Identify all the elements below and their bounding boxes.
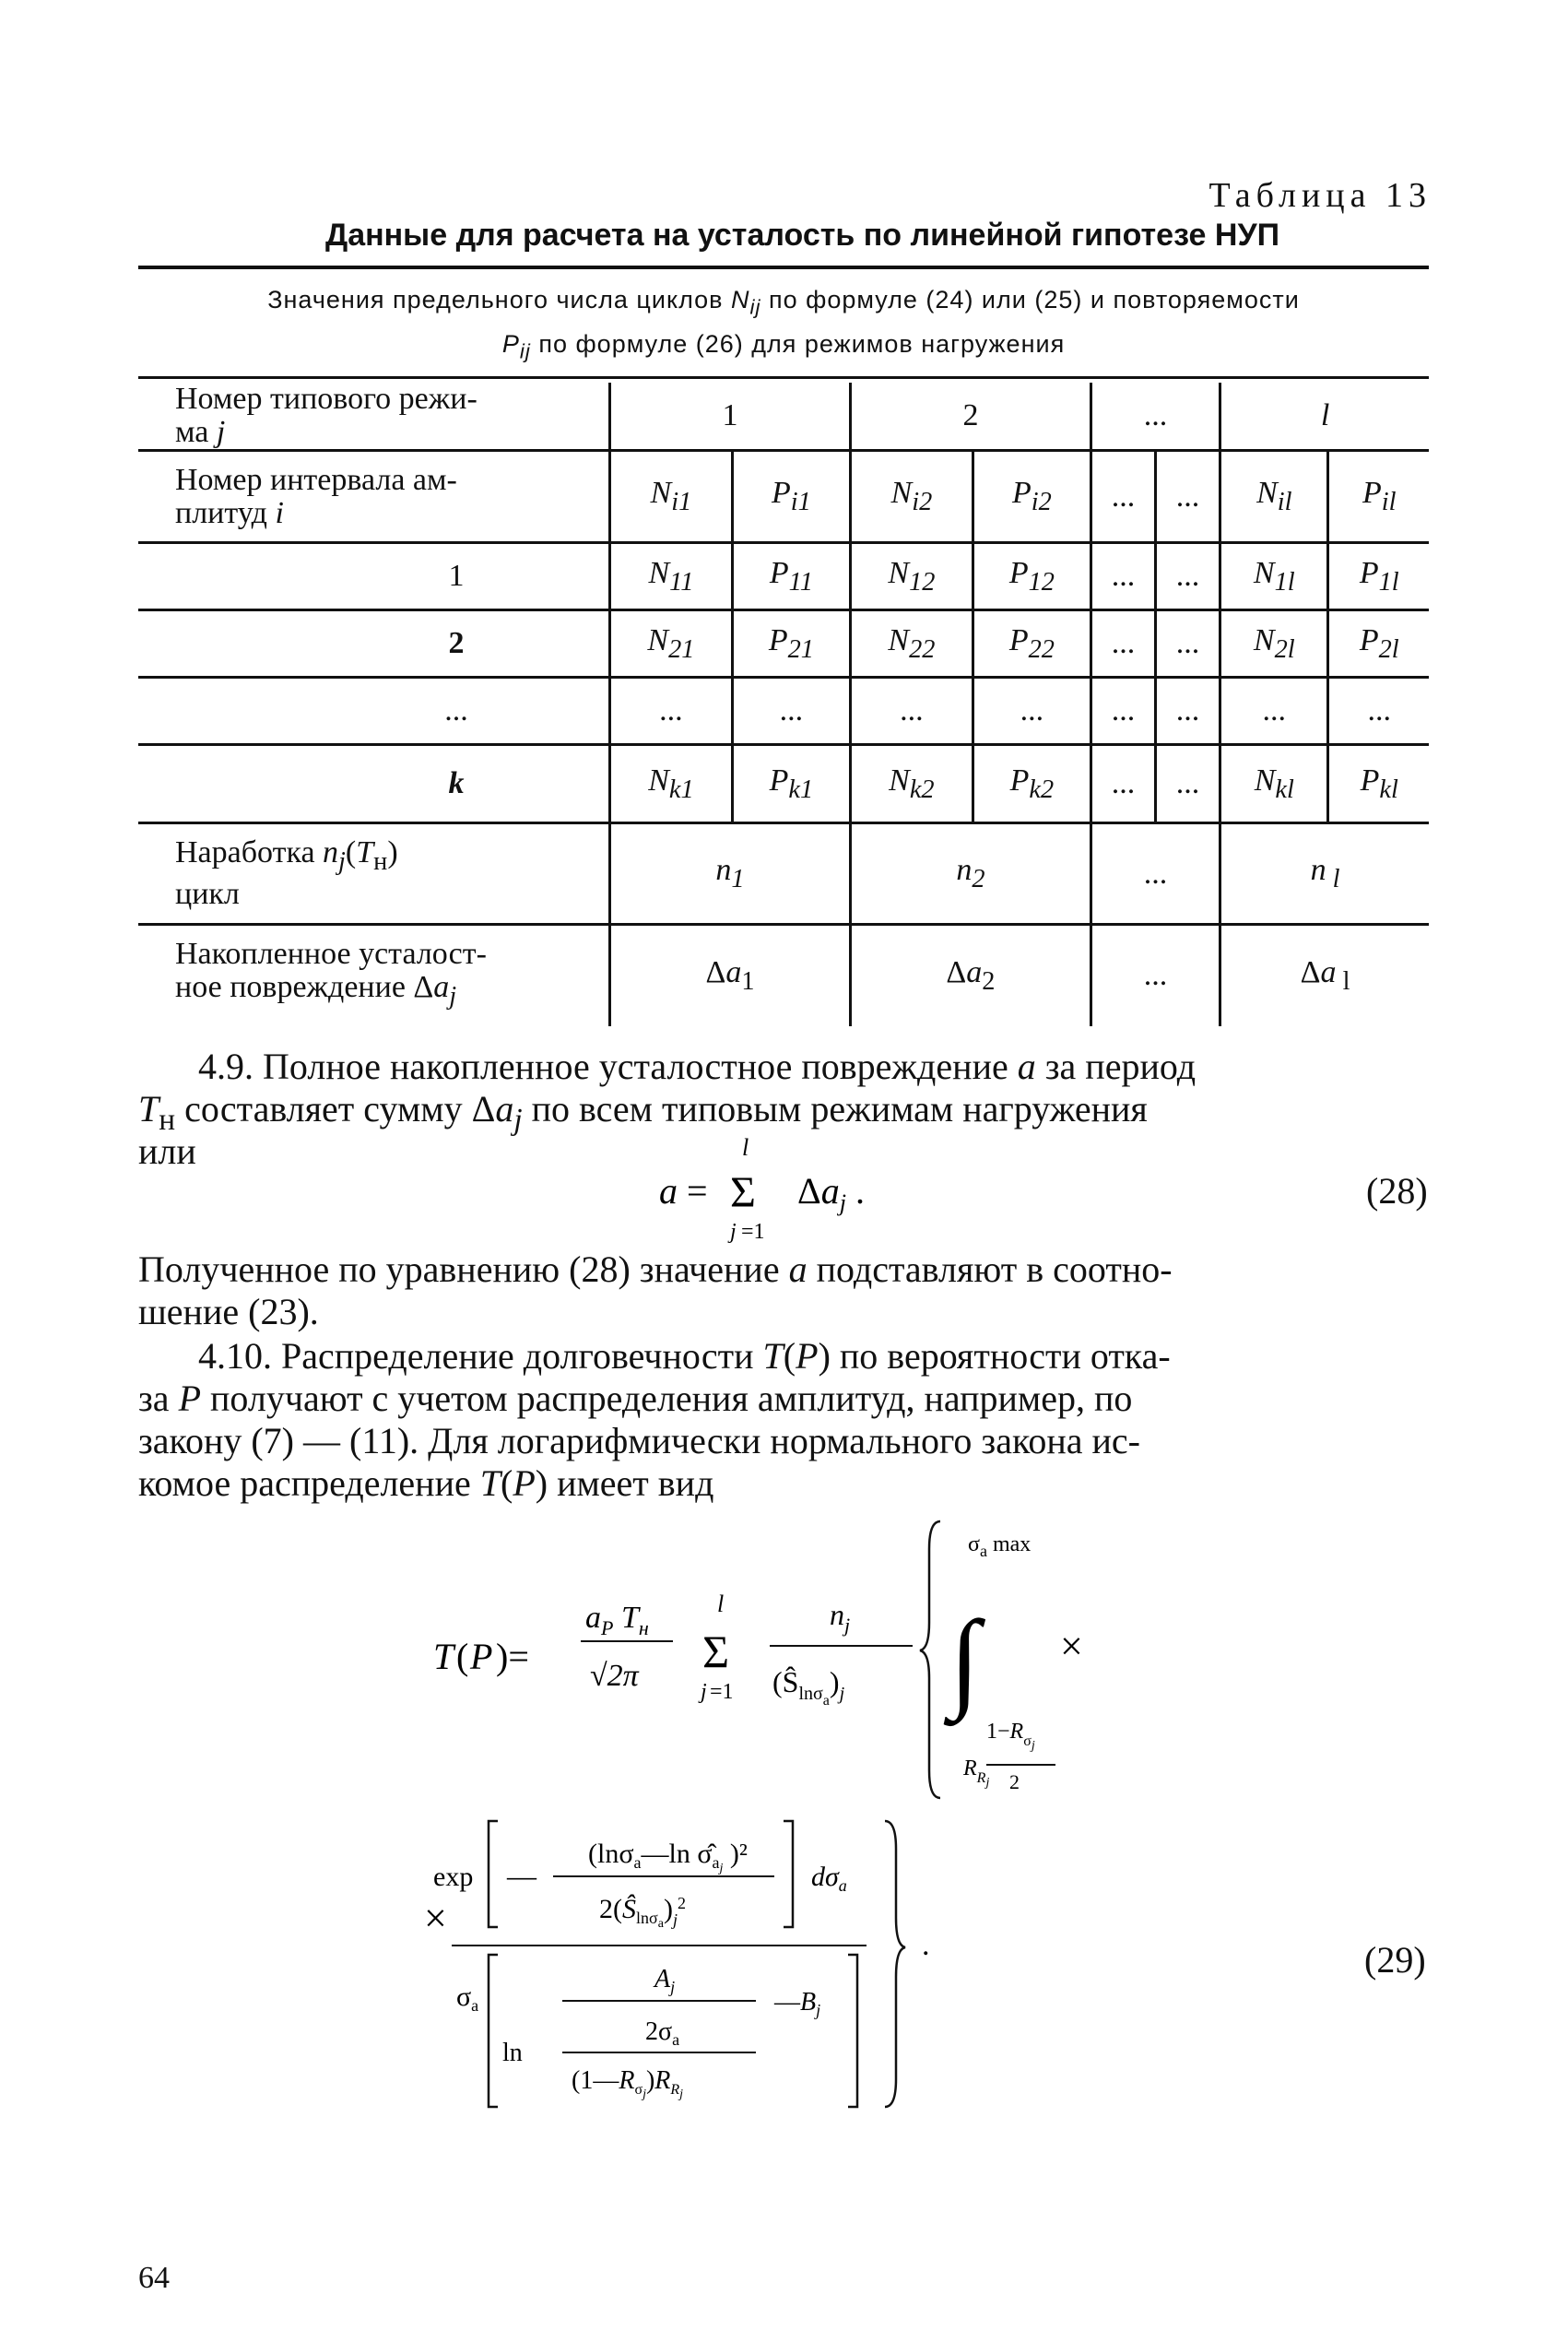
row-label: ... [444, 693, 468, 727]
cell: $P_{21}$ [732, 610, 850, 678]
cell: ... [1091, 745, 1155, 823]
cell: ... [1091, 610, 1155, 678]
sub-Pi2: $P_{i2}$ [973, 451, 1091, 543]
runtime-1: $n_1$ [610, 823, 851, 925]
cell: $P_{k1}$ [732, 745, 850, 823]
svg-text:=1: =1 [741, 1220, 765, 1244]
svg-text:×: × [1060, 1624, 1083, 1669]
svg-text:=: = [687, 1170, 708, 1212]
svg-text:√2π: √2π [590, 1659, 639, 1693]
svg-text:l: l [717, 1591, 725, 1617]
mode-2: 2 [850, 383, 1091, 451]
svg-text:nj: $n_j$ [830, 1598, 851, 1637]
sub-Pil: $P_{il}$ [1328, 451, 1429, 543]
svg-text:2σa: $2\sigma_a$ [645, 2017, 680, 2049]
equation-29-number: (29) [1364, 1939, 1426, 1981]
cell: ... [850, 678, 973, 745]
cell: $P_{12}$ [973, 543, 1091, 610]
cell: $P_{22}$ [973, 610, 1091, 678]
svg-text:)=: )= [496, 1636, 529, 1677]
svg-text:2(Ŝlnσa)j2: $2(Ŝ_{ln\sigma}a)_j^2$ [599, 1894, 686, 1931]
row-label: k [448, 766, 465, 800]
svg-text:×: × [424, 1896, 447, 1941]
cell: $P_{k2}$ [973, 745, 1091, 823]
svg-text:aP Tн: $a_P$ $T_н$ [585, 1601, 649, 1639]
cell: $P_{2l}$ [1328, 610, 1429, 678]
cell: $N_{2l}$ [1220, 610, 1328, 678]
runtime-l: n $_l$ [1220, 823, 1429, 925]
mode-dots: ... [1091, 383, 1220, 451]
para-4-9-line4: Полученное по уравнению (28) значение a подставляют в соотно- [138, 1248, 1173, 1290]
svg-text:σa: $\sigma_a$ [456, 1981, 479, 2015]
cell: $N_{21}$ [610, 610, 733, 678]
svg-text:=1: =1 [710, 1680, 734, 1704]
svg-text:Σ: Σ [702, 1626, 730, 1677]
cell: $P_{11}$ [732, 543, 850, 610]
sub-dots-2: ... [1156, 451, 1220, 543]
damage-l: Δa $_l$ [1220, 925, 1429, 1026]
svg-text:Aj: $A_j$ [654, 1965, 676, 1996]
svg-text:Δaj .: $\Delta a_j$ . [797, 1170, 865, 1216]
row-label-runtime: Наработка $n_j(T_н)$ цикл [175, 834, 398, 912]
svg-text:T: T [433, 1636, 454, 1677]
cell: $P_{kl}$ [1328, 745, 1429, 823]
svg-text:l: l [742, 1134, 749, 1161]
damage-2: $\Delta a_2$ [850, 925, 1091, 1026]
row-label-mode: Номер типового режи- ма j [175, 382, 477, 449]
cell: ... [1156, 543, 1220, 610]
table-note: Значения предельного числа циклов $N_{ij}$ по формуле (24) или (25) и повторяемости $P_{ij}$ по формуле (26) для режимов нагружения [267, 286, 1300, 363]
damage-1: $\Delta a_1$ [610, 925, 851, 1026]
rule-note [138, 376, 1429, 379]
sub-Pi1: $P_{i1}$ [732, 451, 850, 543]
cell: ... [732, 678, 850, 745]
svg-text:—Bj: $—B_j$ [774, 1988, 821, 2019]
cell: $N_{22}$ [850, 610, 973, 678]
cell: ... [610, 678, 733, 745]
cell: $N_{k1}$ [610, 745, 733, 823]
svg-text:Σ: Σ [730, 1168, 756, 1217]
cell: ... [1328, 678, 1429, 745]
runtime-dots: ... [1091, 823, 1220, 925]
para-4-10-line4: комое распределение T(P) имеет вид [138, 1462, 714, 1504]
cell: ... [1156, 745, 1220, 823]
sub-Nil: $N_{il}$ [1220, 451, 1328, 543]
equation-29 [424, 1512, 1161, 2139]
row-label-interval: Номер интервала ам- плитуд i [175, 462, 457, 530]
cell: $N_{k2}$ [850, 745, 973, 823]
rule-top [138, 266, 1429, 269]
svg-text:(Ŝlnσa)j: $(Ŝ_{ln\sigma}a)_j$ [772, 1665, 845, 1709]
svg-text:.: . [922, 1928, 930, 1962]
row-label-damage: Накопленное усталост- ное повреждение $\Delta a_j$ [175, 937, 487, 1011]
svg-text:(: ( [456, 1636, 469, 1677]
cell: ... [973, 678, 1091, 745]
damage-dots: ... [1091, 925, 1220, 1026]
runtime-2: $n_2$ [850, 823, 1091, 925]
cell: ... [1156, 678, 1220, 745]
para-4-9-line5: шение (23). [138, 1291, 319, 1332]
svg-text:∫: ∫ [949, 1598, 980, 1721]
cell: $N_{12}$ [850, 543, 973, 610]
svg-text:(1—Rσj)RRj: $(1—R_\sigma j)R_Rj$ [572, 2066, 684, 2101]
svg-text:1−Rσj: $1-R_\sigma j$ [986, 1720, 1035, 1753]
svg-text:a: a [659, 1170, 678, 1212]
para-4-10-line3: закону (7) — (11). Для логарифмически нормального закона ис- [138, 1420, 1140, 1461]
cell: ... [1091, 543, 1155, 610]
cell: $P_{1l}$ [1328, 543, 1429, 610]
cell: ... [1220, 678, 1328, 745]
row-label: 2 [448, 626, 465, 660]
equation-28 [645, 1130, 949, 1249]
row-label: 1 [448, 559, 465, 593]
mode-1: 1 [610, 383, 851, 451]
para-4-9-line2: $T_н$ составляет сумму $\Delta a_j$ по всем типовым режимам нагружения [138, 1088, 1148, 1137]
svg-text:2: 2 [1009, 1770, 1020, 1793]
para-4-9-line1: 4.9. Полное накопленное усталостное повреждение a за период [198, 1046, 1197, 1087]
para-4-10-line2: за P получают с учетом распределения амплитуд, например, по [138, 1378, 1133, 1419]
mode-l: l [1220, 383, 1429, 451]
cell: ... [1156, 610, 1220, 678]
page-number: 64 [138, 2261, 170, 2295]
para-4-9-line3: или [138, 1130, 196, 1172]
cell: $N_{1l}$ [1220, 543, 1328, 610]
svg-text:—: — [507, 1859, 536, 1892]
svg-text:j: j [701, 1680, 707, 1704]
svg-text:RRj: $R_Rj$ [963, 1756, 990, 1790]
para-4-10-line1: 4.10. Распределение долговечности T(P) по вероятности отка- [198, 1335, 1171, 1377]
svg-text:P: P [470, 1636, 493, 1677]
svg-text:(lnσa—ln σ̂aj )²: (lnσ$_a$—ln $\sigmâ_aj$ )² [588, 1839, 748, 1875]
table-caption: Данные для расчета на усталость по линейной гипотезе НУП [324, 218, 1280, 253]
svg-text:dσa: $d\sigma_a$ [811, 1862, 847, 1895]
fatigue-table [138, 383, 1429, 1026]
table-number: Таблица 13 [1208, 176, 1432, 215]
svg-text:ln: ln [502, 2039, 523, 2067]
svg-text:exp: exp [433, 1862, 474, 1892]
sub-dots-1: ... [1091, 451, 1155, 543]
cell: ... [1091, 678, 1155, 745]
svg-text:j: j [730, 1220, 737, 1244]
cell: $N_{kl}$ [1220, 745, 1328, 823]
sub-Ni2: $N_{i2}$ [850, 451, 973, 543]
cell: $N_{11}$ [610, 543, 733, 610]
sub-Ni1: $N_{i1}$ [610, 451, 733, 543]
svg-text:σa max: $\sigma_a$ max [968, 1532, 1032, 1560]
equation-28-number: (28) [1366, 1170, 1428, 1212]
